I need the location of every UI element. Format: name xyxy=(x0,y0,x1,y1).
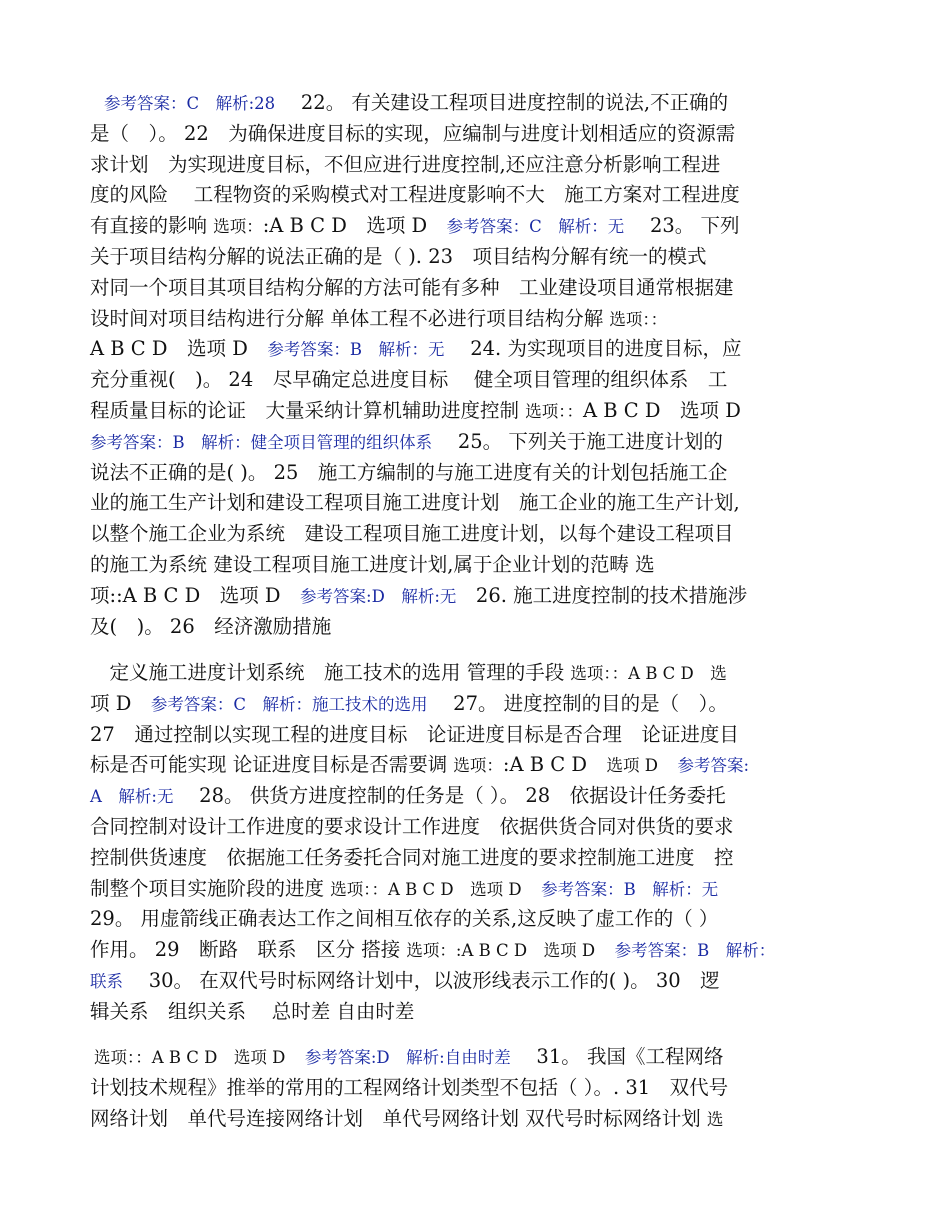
text-line xyxy=(90,1104,723,1134)
text-line xyxy=(90,750,749,780)
text-line xyxy=(90,180,740,210)
question-text xyxy=(285,1045,305,1068)
question-text: 对同一个项目其项目结构分解的方法可能有多种 工业建设项目通常根据建 xyxy=(90,275,734,299)
text-line xyxy=(90,365,727,395)
question-text: :A B C D xyxy=(502,753,607,777)
question-text: 关于项目结构分解的说法正确的是（ ). 23 项目结构分解有统一的模式 xyxy=(90,245,707,268)
question-text: 充分重视( )。 24 尽早确定总进度目标 健全项目管理的组织体系 工 xyxy=(90,368,728,392)
text-line xyxy=(90,396,741,426)
question-text: 作用。 29 断路 联系 区分 搭接 xyxy=(90,938,407,962)
question-text: 控制供货速度 依据施工任务委托合同对施工进度的要求控制施工进度 控 xyxy=(90,845,734,869)
option-text: 选 xyxy=(706,1109,724,1129)
text-line xyxy=(90,781,726,811)
question-text: 31。 我国《工程网络 xyxy=(510,1045,724,1068)
text-line xyxy=(90,119,735,149)
option-text: 选项：：A B C D 选项 D xyxy=(330,879,522,899)
question-text: 定义施工进度计划系统 施工技术的选用 管理的手段 xyxy=(90,661,571,684)
text-line xyxy=(90,273,734,303)
question-text: 制整个项目实施阶段的进度 xyxy=(90,876,331,900)
question-text: 27 通过控制以实现工程的进度目标 论证进度目标是否合理 论证进度目 xyxy=(90,722,739,746)
text-line xyxy=(90,689,728,719)
question-text: 合同控制对设计工作进度的要求设计工作进度 依据供货合同对供货的要求 xyxy=(90,815,734,838)
question-text: 是（ ）。 22 为确保进度目标的实现，应编制与进度计划相适应的资源需 xyxy=(90,121,736,145)
question-text: 以整个施工企业为系统 建设工程项目施工进度计划，以每个建设工程项目 xyxy=(90,522,734,546)
answer-text: 参考答案：B 解析：无 xyxy=(267,340,445,360)
question-text xyxy=(658,753,678,776)
answer-text: 参考答案：C 解析：施工技术的选用 xyxy=(150,694,428,714)
answer-text: 参考答案: xyxy=(677,756,750,776)
text-line xyxy=(90,843,734,873)
question-text: A B C D 选项 D xyxy=(90,337,268,361)
option-text: 选项： xyxy=(213,217,263,237)
question-text: 计划技术规程》推举的常用的工程网络计划类型不包括（ ）。. 31 双代号 xyxy=(90,1075,729,1099)
text-line xyxy=(90,997,414,1027)
question-text: 度的风险 工程物资的采购模式对工程进度影响不大 施工方案对工程进度 xyxy=(90,183,740,207)
question-text: 22。 有关建设工程项目进度控制的说法,不正确的 xyxy=(275,91,729,114)
text-line xyxy=(90,612,331,642)
question-text: 程质量目标的论证 大量采纳计算机辅助进度控制 xyxy=(90,399,526,422)
answer-text: 参考答案：C 解析:28 xyxy=(104,94,276,113)
option-text: 选项： xyxy=(453,756,503,776)
text-line xyxy=(90,581,747,611)
answer-text: 联系 xyxy=(90,972,123,991)
question-text: 28。 供货方进度控制的任务是（ ）。 28 依据设计任务委托 xyxy=(173,784,726,808)
option-text: 选项 D xyxy=(606,756,659,776)
question-text: 业的施工生产计划和建设工程项目施工进度计划 施工企业的施工生产计划, xyxy=(90,491,740,515)
text-line xyxy=(90,427,723,457)
question-text: 23。 下列 xyxy=(624,214,740,238)
text-line xyxy=(90,720,739,750)
text-line xyxy=(90,658,727,688)
question-text: 辑关系 组织关系 总时差 自由时差 xyxy=(90,999,415,1023)
option-text: 选项：:A B C D 选项 D xyxy=(406,941,596,961)
text-line xyxy=(90,211,740,241)
question-text: 说法不正确的是( )。 25 施工方编制的与施工进度有关的计划包括施工企 xyxy=(90,460,728,484)
answer-text: 参考答案:D 解析:自由时差 xyxy=(304,1048,511,1067)
text-line xyxy=(104,88,728,118)
text-line xyxy=(90,1073,728,1103)
question-text: A B C D 选项 D xyxy=(582,399,741,422)
question-text: 25。 下列关于施工进度计划的 xyxy=(432,429,723,453)
question-text: 设时间对项目结构进行分解 单体工程不必进行项目结构分解 xyxy=(90,306,610,330)
text-line xyxy=(90,935,775,965)
option-text: 选项：： xyxy=(525,402,583,421)
text-line xyxy=(90,812,734,842)
question-text: 标是否可能实现 论证进度目标是否需要调 xyxy=(90,753,454,777)
text-line xyxy=(90,334,741,364)
question-text: 有直接的影响 xyxy=(90,214,214,238)
question-text: 26. 施工进度控制的技术措施涉 xyxy=(456,583,748,607)
question-text: 24. 为实现项目的进度目标，应 xyxy=(444,337,742,361)
answer-text: 参考答案：B 解析： xyxy=(614,941,776,961)
question-text: 及( )。 26 经济激励措施 xyxy=(90,614,332,638)
question-text: 项::A B C D 选项 D xyxy=(90,583,301,607)
answer-text: 参考答案：C 解析：无 xyxy=(446,217,625,237)
answer-text: 参考答案：B 解析：健全项目管理的组织体系 xyxy=(90,432,433,452)
text-line xyxy=(94,1042,723,1072)
question-text: 项 D xyxy=(90,691,151,715)
answer-text: 参考答案:D 解析:无 xyxy=(300,586,457,606)
text-line xyxy=(90,242,707,272)
question-text: :A B C D 选项 D xyxy=(262,214,447,238)
option-text: 选项：：A B C D 选项 D xyxy=(94,1048,286,1067)
text-line xyxy=(90,874,718,904)
text-line xyxy=(90,458,727,488)
question-text: 网络计划 单代号连接网络计划 单代号网络计划 双代号时标网络计划 xyxy=(90,1106,707,1130)
option-text: 选项：：A B C D 选 xyxy=(570,664,727,683)
question-text: 27。 进度控制的目的是（ ）。 xyxy=(427,691,728,715)
option-text: 选项：： xyxy=(609,309,668,329)
text-line xyxy=(90,150,720,180)
question-text: 30。 在双代号时标网络计划中，以波形线表示工作的( )。 30 逻 xyxy=(123,969,720,992)
text-line xyxy=(90,488,740,518)
question-text: 29。 用虚箭线正确表达工作之间相互依存的关系,这反映了虚工作的（ ） xyxy=(90,907,719,931)
text-line xyxy=(90,550,655,580)
answer-text: A 解析:无 xyxy=(90,787,174,807)
text-line xyxy=(90,519,734,549)
text-line xyxy=(90,966,720,996)
question-text xyxy=(595,938,615,961)
question-text: 求计划 为实现进度目标，不但应进行进度控制,还应注意分析影响工程进 xyxy=(90,152,721,176)
answer-text: 参考答案：B 解析：无 xyxy=(541,879,719,899)
question-text: 的施工为系统 建设工程项目施工进度计划,属于企业计划的范畴 选 xyxy=(90,553,655,576)
text-line xyxy=(90,304,667,334)
text-line xyxy=(90,904,718,934)
question-text xyxy=(522,877,542,900)
